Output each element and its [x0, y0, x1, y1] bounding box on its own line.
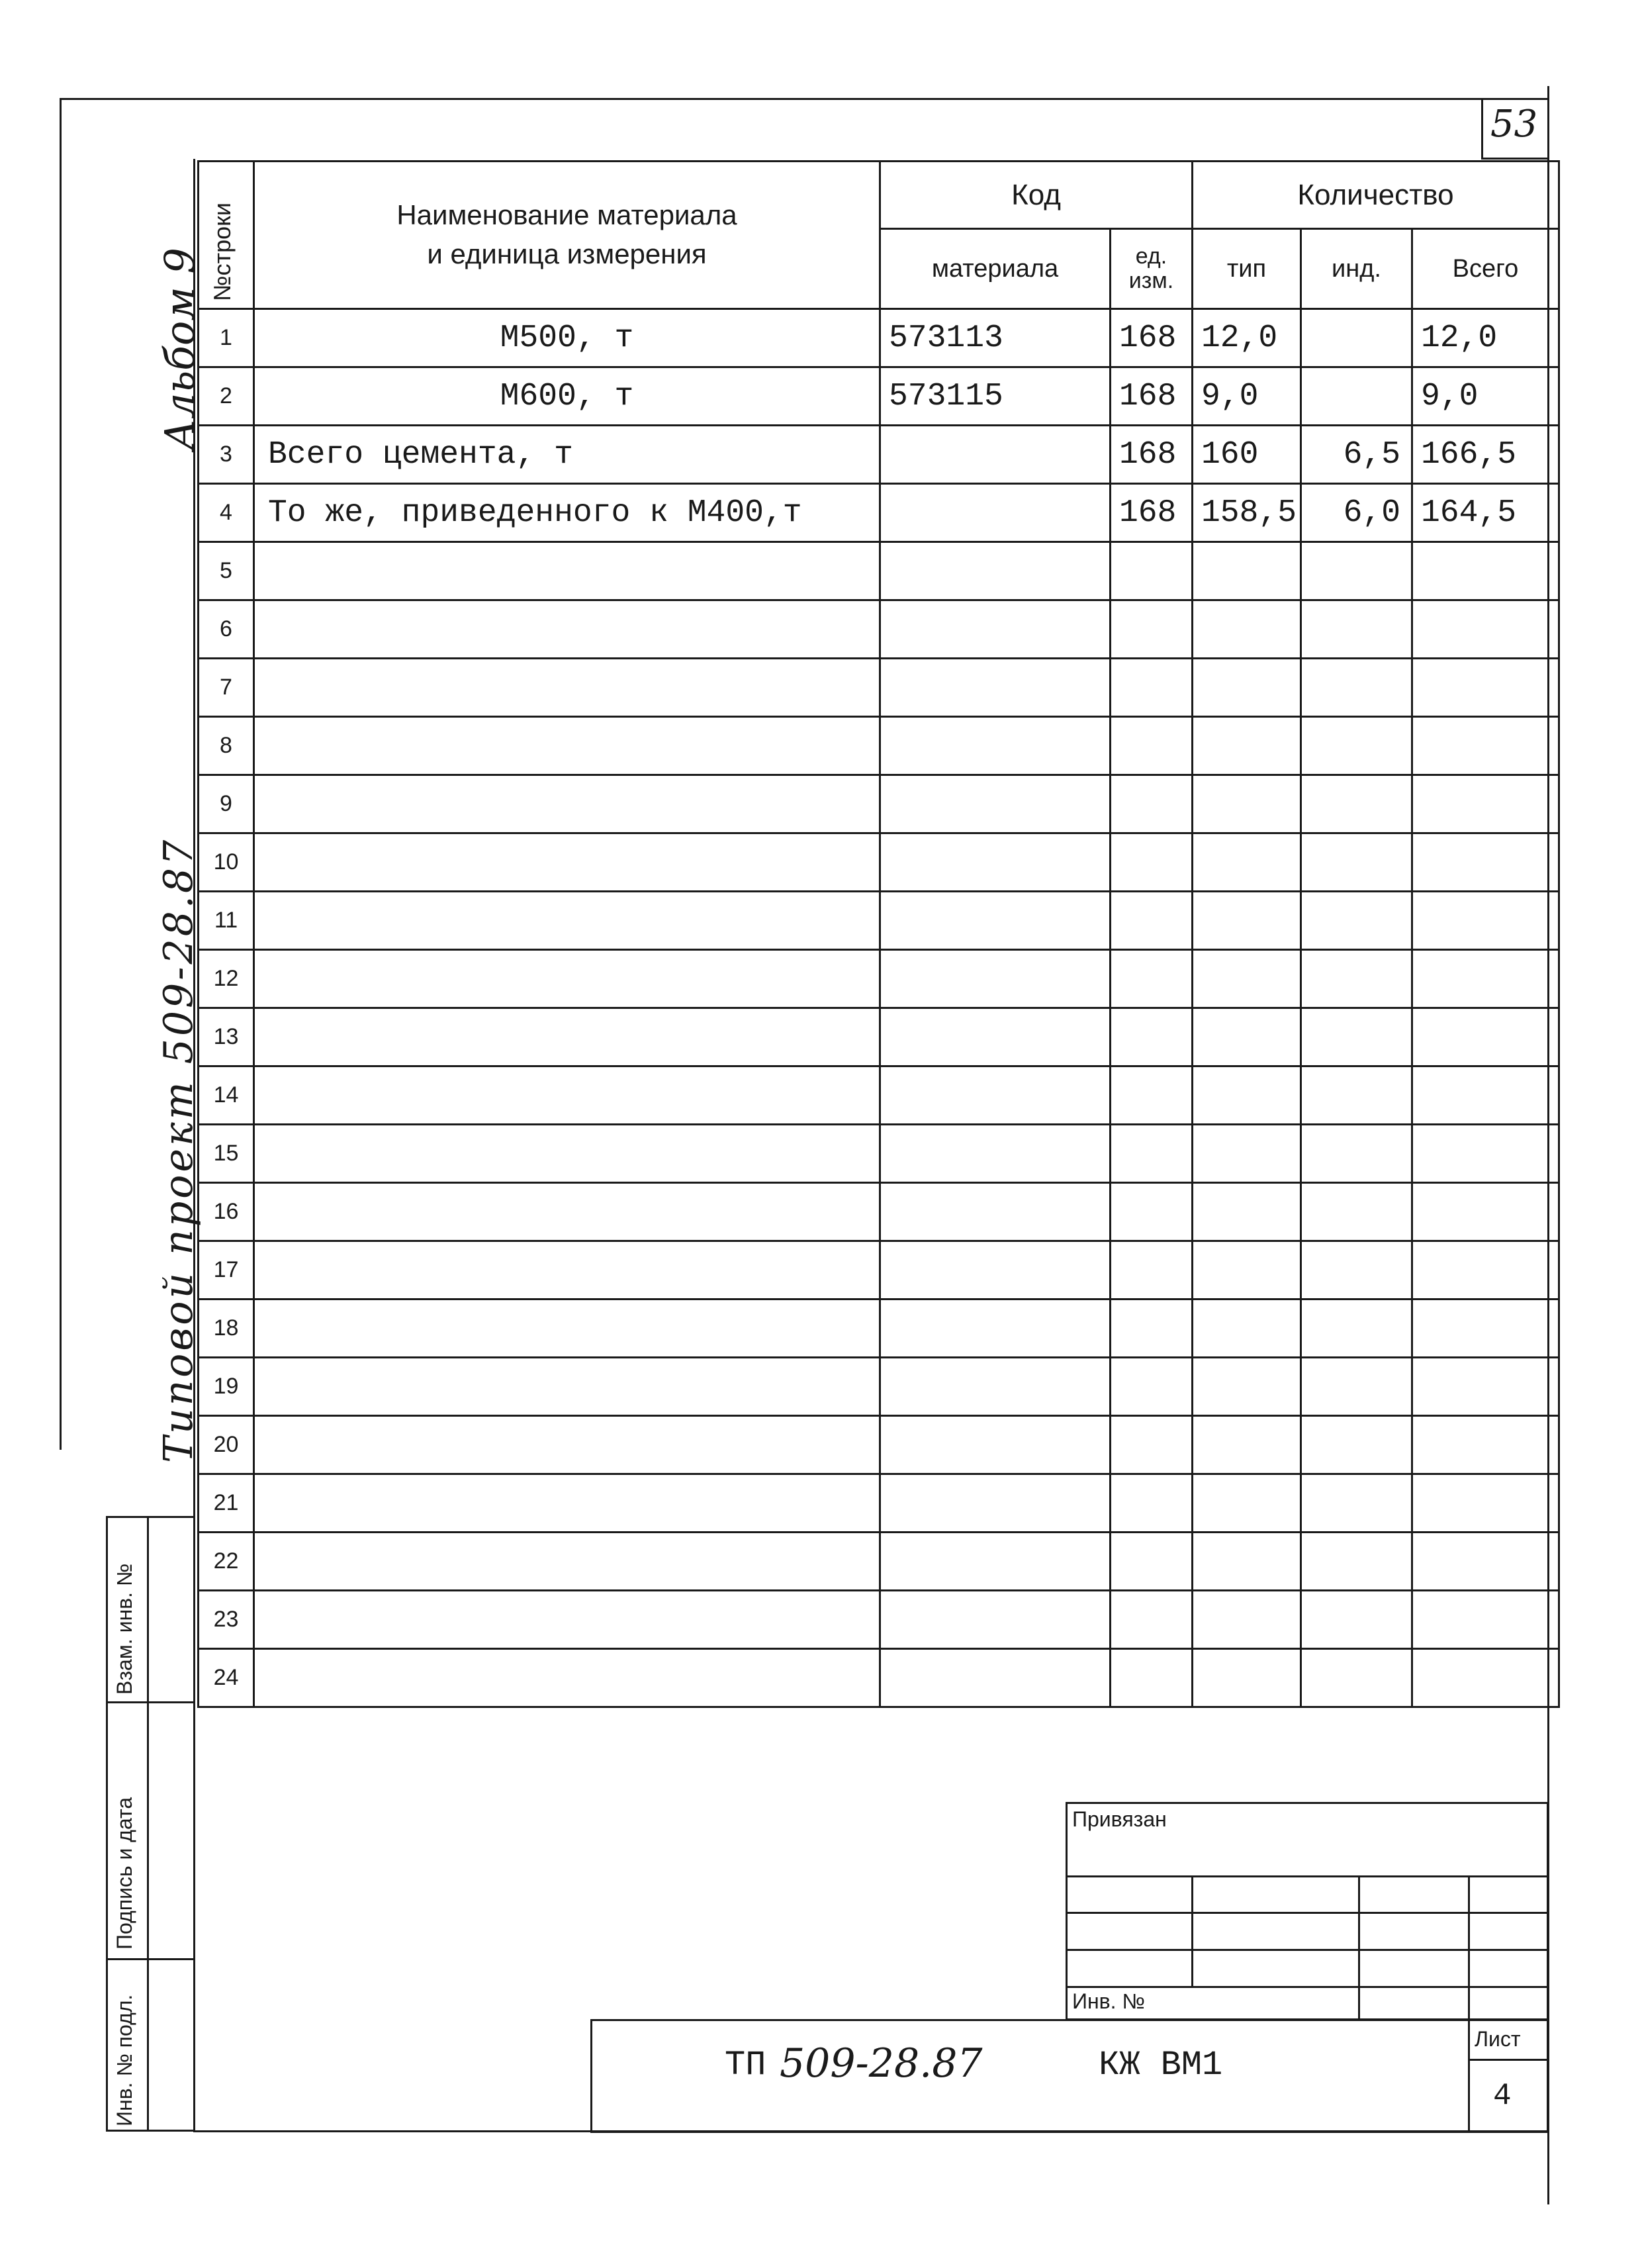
- qty-total-cell: [1412, 775, 1559, 833]
- material-code-cell: [880, 1358, 1111, 1416]
- row-number-cell: 12: [199, 950, 254, 1008]
- material-code-cell: [880, 1183, 1111, 1241]
- project-label: Типовой проект 509-28.87: [156, 837, 202, 1463]
- qty-total-cell: [1412, 1533, 1559, 1591]
- material-code-cell: [880, 1474, 1111, 1533]
- header-row-number: №строки: [199, 162, 254, 309]
- qty-ind-cell: [1301, 309, 1412, 367]
- table-row: [199, 542, 1559, 600]
- designation-number: 509-28.87: [780, 2040, 983, 2087]
- privyazan-row-2: [1066, 1912, 1549, 1914]
- qty-ind-cell: 6,0: [1301, 484, 1412, 542]
- unit-code-cell: [1111, 950, 1193, 1008]
- sheet-label: Лист: [1475, 2027, 1521, 2051]
- privyazan-row-4: [1066, 1986, 1549, 1988]
- qty-ind-cell: [1301, 600, 1412, 659]
- table-row: [199, 1358, 1559, 1416]
- material-name-cell: [254, 1008, 880, 1066]
- material-name-cell: [254, 1358, 880, 1416]
- row-number-cell: 17: [199, 1241, 254, 1299]
- material-name-cell: [254, 1533, 880, 1591]
- qty-ind-cell: [1301, 833, 1412, 892]
- material-code-cell: [880, 1125, 1111, 1183]
- material-name-cell: [254, 1183, 880, 1241]
- material-name-cell: [254, 1125, 880, 1183]
- qty-typ-cell: [1193, 659, 1301, 717]
- header-material-name: Наименование материала и единица измерения: [254, 162, 880, 309]
- material-name-cell: [254, 833, 880, 892]
- row-number-cell: 8: [199, 717, 254, 775]
- row-number-cell: 3: [199, 426, 254, 484]
- material-name-cell: [254, 1299, 880, 1358]
- side-stamp-sep-1: [106, 1701, 195, 1703]
- header-qty-total: Всего: [1412, 229, 1559, 309]
- material-code-cell: [880, 1008, 1111, 1066]
- privyazan-row-1: [1066, 1875, 1549, 1877]
- table-row: [199, 1591, 1559, 1649]
- qty-total-cell: 164,5: [1412, 484, 1559, 542]
- qty-total-cell: 9,0: [1412, 367, 1559, 426]
- qty-ind-cell: [1301, 367, 1412, 426]
- qty-ind-cell: 6,5: [1301, 426, 1412, 484]
- qty-ind-cell: [1301, 1649, 1412, 1707]
- frame-top: [60, 98, 1549, 100]
- sheet-number: 4: [1493, 2079, 1512, 2113]
- album-label: Альбом 9: [156, 248, 204, 450]
- qty-total-cell: [1412, 717, 1559, 775]
- unit-code-cell: [1111, 1358, 1193, 1416]
- material-name-cell: М600, т: [254, 367, 880, 426]
- table-row: [199, 309, 1559, 367]
- qty-typ-cell: 158,5: [1193, 484, 1301, 542]
- qty-ind-cell: [1301, 717, 1412, 775]
- table-row: [199, 950, 1559, 1008]
- material-code-cell: [880, 1649, 1111, 1707]
- table-row: [199, 1533, 1559, 1591]
- unit-code-cell: [1111, 1125, 1193, 1183]
- qty-typ-cell: [1193, 600, 1301, 659]
- qty-ind-cell: [1301, 1299, 1412, 1358]
- table-row: [199, 775, 1559, 833]
- qty-total-cell: [1412, 1066, 1559, 1125]
- row-number-cell: 13: [199, 1008, 254, 1066]
- frame-left-outer: [60, 99, 62, 1450]
- qty-typ-cell: [1193, 1183, 1301, 1241]
- material-code-cell: [880, 600, 1111, 659]
- material-name-cell: [254, 717, 880, 775]
- qty-total-cell: [1412, 1125, 1559, 1183]
- qty-typ-cell: [1193, 1299, 1301, 1358]
- privyazan-col-1: [1191, 1875, 1193, 1986]
- material-code-cell: [880, 659, 1111, 717]
- sheet-col-divider: [1468, 2019, 1470, 2133]
- table-row: [199, 426, 1559, 484]
- side-stamp-sep-2: [106, 1958, 195, 1960]
- qty-total-cell: [1412, 892, 1559, 950]
- qty-typ-cell: [1193, 775, 1301, 833]
- table-row: [199, 367, 1559, 426]
- row-number-cell: 2: [199, 367, 254, 426]
- qty-ind-cell: [1301, 1358, 1412, 1416]
- table-row: [199, 1416, 1559, 1474]
- privyazan-col-2: [1358, 1875, 1360, 2020]
- designation-prefix: ТП: [725, 2046, 766, 2085]
- row-number-cell: 16: [199, 1183, 254, 1241]
- privyazan-col-3: [1468, 1875, 1470, 2020]
- qty-ind-cell: [1301, 892, 1412, 950]
- qty-ind-cell: [1301, 659, 1412, 717]
- row-number-cell: 22: [199, 1533, 254, 1591]
- unit-code-cell: [1111, 542, 1193, 600]
- qty-total-cell: [1412, 1474, 1559, 1533]
- privyazan-label: Привязан: [1072, 1807, 1167, 1831]
- side-stamp-podpis-data: Подпись и дата: [113, 1797, 136, 1950]
- material-code-cell: [880, 1591, 1111, 1649]
- table-row: [199, 1241, 1559, 1299]
- row-number-cell: 1: [199, 309, 254, 367]
- table-row: [199, 484, 1559, 542]
- qty-typ-cell: 12,0: [1193, 309, 1301, 367]
- qty-ind-cell: [1301, 775, 1412, 833]
- material-name-cell: [254, 775, 880, 833]
- side-stamp-vzam-inv: Взам. инв. №: [113, 1563, 136, 1695]
- qty-typ-cell: [1193, 1533, 1301, 1591]
- material-code-cell: [880, 1416, 1111, 1474]
- unit-code-cell: [1111, 600, 1193, 659]
- qty-total-cell: [1412, 1591, 1559, 1649]
- qty-total-cell: 166,5: [1412, 426, 1559, 484]
- side-stamp-divider: [147, 1516, 149, 2132]
- material-name-cell: М500, т: [254, 309, 880, 367]
- table-row: [199, 600, 1559, 659]
- material-name-cell: [254, 1241, 880, 1299]
- material-code-cell: [880, 426, 1111, 484]
- qty-typ-cell: [1193, 1125, 1301, 1183]
- material-code-cell: [880, 1241, 1111, 1299]
- unit-code-cell: [1111, 1474, 1193, 1533]
- material-code-cell: [880, 950, 1111, 1008]
- row-number-cell: 7: [199, 659, 254, 717]
- header-code: Код: [880, 162, 1193, 229]
- row-number-cell: 19: [199, 1358, 254, 1416]
- unit-code-cell: [1111, 1008, 1193, 1066]
- row-number-cell: 23: [199, 1591, 254, 1649]
- qty-typ-cell: [1193, 542, 1301, 600]
- row-number-cell: 9: [199, 775, 254, 833]
- qty-typ-cell: [1193, 1591, 1301, 1649]
- material-code-cell: [880, 1066, 1111, 1125]
- table-row: [199, 1474, 1559, 1533]
- table-row: [199, 1183, 1559, 1241]
- header-qty-typ: тип: [1193, 229, 1301, 309]
- material-name-cell: [254, 892, 880, 950]
- material-code-cell: [880, 484, 1111, 542]
- row-number-cell: 15: [199, 1125, 254, 1183]
- table-row: [199, 1299, 1559, 1358]
- unit-code-cell: [1111, 833, 1193, 892]
- unit-code-cell: 168: [1111, 367, 1193, 426]
- material-name-cell: [254, 1591, 880, 1649]
- qty-total-cell: [1412, 1008, 1559, 1066]
- material-name-cell: [254, 1066, 880, 1125]
- table-row: [199, 717, 1559, 775]
- row-number-cell: 20: [199, 1416, 254, 1474]
- qty-total-cell: [1412, 600, 1559, 659]
- qty-ind-cell: [1301, 1008, 1412, 1066]
- table-row: [199, 892, 1559, 950]
- page-num-divider: [1481, 98, 1483, 159]
- row-number-cell: 10: [199, 833, 254, 892]
- qty-typ-cell: 9,0: [1193, 367, 1301, 426]
- qty-ind-cell: [1301, 1416, 1412, 1474]
- unit-code-cell: [1111, 1066, 1193, 1125]
- row-number-cell: 5: [199, 542, 254, 600]
- material-name-cell: [254, 1416, 880, 1474]
- material-code-cell: 573113: [880, 309, 1111, 367]
- qty-ind-cell: [1301, 1591, 1412, 1649]
- qty-total-cell: [1412, 659, 1559, 717]
- row-number-cell: 18: [199, 1299, 254, 1358]
- side-stamp-inv-podl: Инв. № подл.: [113, 1994, 136, 2126]
- qty-ind-cell: [1301, 1066, 1412, 1125]
- material-spec-table: [197, 160, 1560, 1708]
- unit-code-cell: [1111, 1299, 1193, 1358]
- table-row: [199, 833, 1559, 892]
- qty-total-cell: [1412, 542, 1559, 600]
- qty-typ-cell: 160: [1193, 426, 1301, 484]
- material-code-cell: [880, 833, 1111, 892]
- unit-code-cell: [1111, 775, 1193, 833]
- qty-ind-cell: [1301, 1533, 1412, 1591]
- unit-code-cell: [1111, 1241, 1193, 1299]
- qty-total-cell: [1412, 1416, 1559, 1474]
- table-row: [199, 1008, 1559, 1066]
- material-name-cell: [254, 542, 880, 600]
- material-code-cell: [880, 717, 1111, 775]
- qty-total-cell: 12,0: [1412, 309, 1559, 367]
- privyazan-row-3: [1066, 1949, 1549, 1951]
- qty-ind-cell: [1301, 1183, 1412, 1241]
- unit-code-cell: [1111, 1649, 1193, 1707]
- qty-typ-cell: [1193, 950, 1301, 1008]
- table-row: [199, 659, 1559, 717]
- qty-total-cell: [1412, 1183, 1559, 1241]
- row-number-cell: 24: [199, 1649, 254, 1707]
- qty-total-cell: [1412, 1649, 1559, 1707]
- table-row: [199, 1066, 1559, 1125]
- qty-total-cell: [1412, 950, 1559, 1008]
- unit-code-cell: [1111, 1183, 1193, 1241]
- header-quantity: Количество: [1193, 162, 1559, 229]
- material-name-cell: [254, 1474, 880, 1533]
- material-name-cell: Всего цемента, т: [254, 426, 880, 484]
- qty-typ-cell: [1193, 1358, 1301, 1416]
- header-code-material: материала: [880, 229, 1111, 309]
- table-row: [199, 1125, 1559, 1183]
- material-code-cell: [880, 1533, 1111, 1591]
- material-code-cell: [880, 775, 1111, 833]
- qty-total-cell: [1412, 1299, 1559, 1358]
- inv-no-label: Инв. №: [1072, 1989, 1145, 2013]
- unit-code-cell: [1111, 1533, 1193, 1591]
- material-code-cell: [880, 892, 1111, 950]
- unit-code-cell: 168: [1111, 426, 1193, 484]
- header-code-unit: ед. изм.: [1111, 229, 1193, 309]
- qty-typ-cell: [1193, 892, 1301, 950]
- material-code-cell: [880, 542, 1111, 600]
- row-number-cell: 21: [199, 1474, 254, 1533]
- unit-code-cell: [1111, 1591, 1193, 1649]
- qty-total-cell: [1412, 1241, 1559, 1299]
- table-row: [199, 1649, 1559, 1707]
- row-number-cell: 4: [199, 484, 254, 542]
- qty-typ-cell: [1193, 717, 1301, 775]
- qty-typ-cell: [1193, 1066, 1301, 1125]
- material-code-cell: 573115: [880, 367, 1111, 426]
- designation-mark: КЖ ВМ1: [1099, 2046, 1223, 2085]
- row-number-cell: 14: [199, 1066, 254, 1125]
- frame-top-right: [1481, 158, 1549, 160]
- qty-ind-cell: [1301, 1241, 1412, 1299]
- qty-ind-cell: [1301, 542, 1412, 600]
- unit-code-cell: [1111, 659, 1193, 717]
- unit-code-cell: [1111, 1416, 1193, 1474]
- material-name-cell: [254, 950, 880, 1008]
- unit-code-cell: [1111, 892, 1193, 950]
- material-code-cell: [880, 1299, 1111, 1358]
- page-number: 53: [1490, 103, 1538, 146]
- sheet-label-divider: [1468, 2059, 1549, 2061]
- unit-code-cell: 168: [1111, 309, 1193, 367]
- qty-total-cell: [1412, 1358, 1559, 1416]
- qty-typ-cell: [1193, 1649, 1301, 1707]
- material-name-cell: [254, 600, 880, 659]
- header-qty-ind: инд.: [1301, 229, 1412, 309]
- material-name-cell: [254, 1649, 880, 1707]
- qty-ind-cell: [1301, 1474, 1412, 1533]
- qty-typ-cell: [1193, 833, 1301, 892]
- unit-code-cell: 168: [1111, 484, 1193, 542]
- qty-typ-cell: [1193, 1008, 1301, 1066]
- qty-typ-cell: [1193, 1241, 1301, 1299]
- qty-ind-cell: [1301, 950, 1412, 1008]
- material-name-cell: То же, приведенного к М400,т: [254, 484, 880, 542]
- qty-total-cell: [1412, 833, 1559, 892]
- row-number-cell: 6: [199, 600, 254, 659]
- material-name-cell: [254, 659, 880, 717]
- row-number-cell: 11: [199, 892, 254, 950]
- qty-ind-cell: [1301, 1125, 1412, 1183]
- unit-code-cell: [1111, 717, 1193, 775]
- qty-typ-cell: [1193, 1474, 1301, 1533]
- qty-typ-cell: [1193, 1416, 1301, 1474]
